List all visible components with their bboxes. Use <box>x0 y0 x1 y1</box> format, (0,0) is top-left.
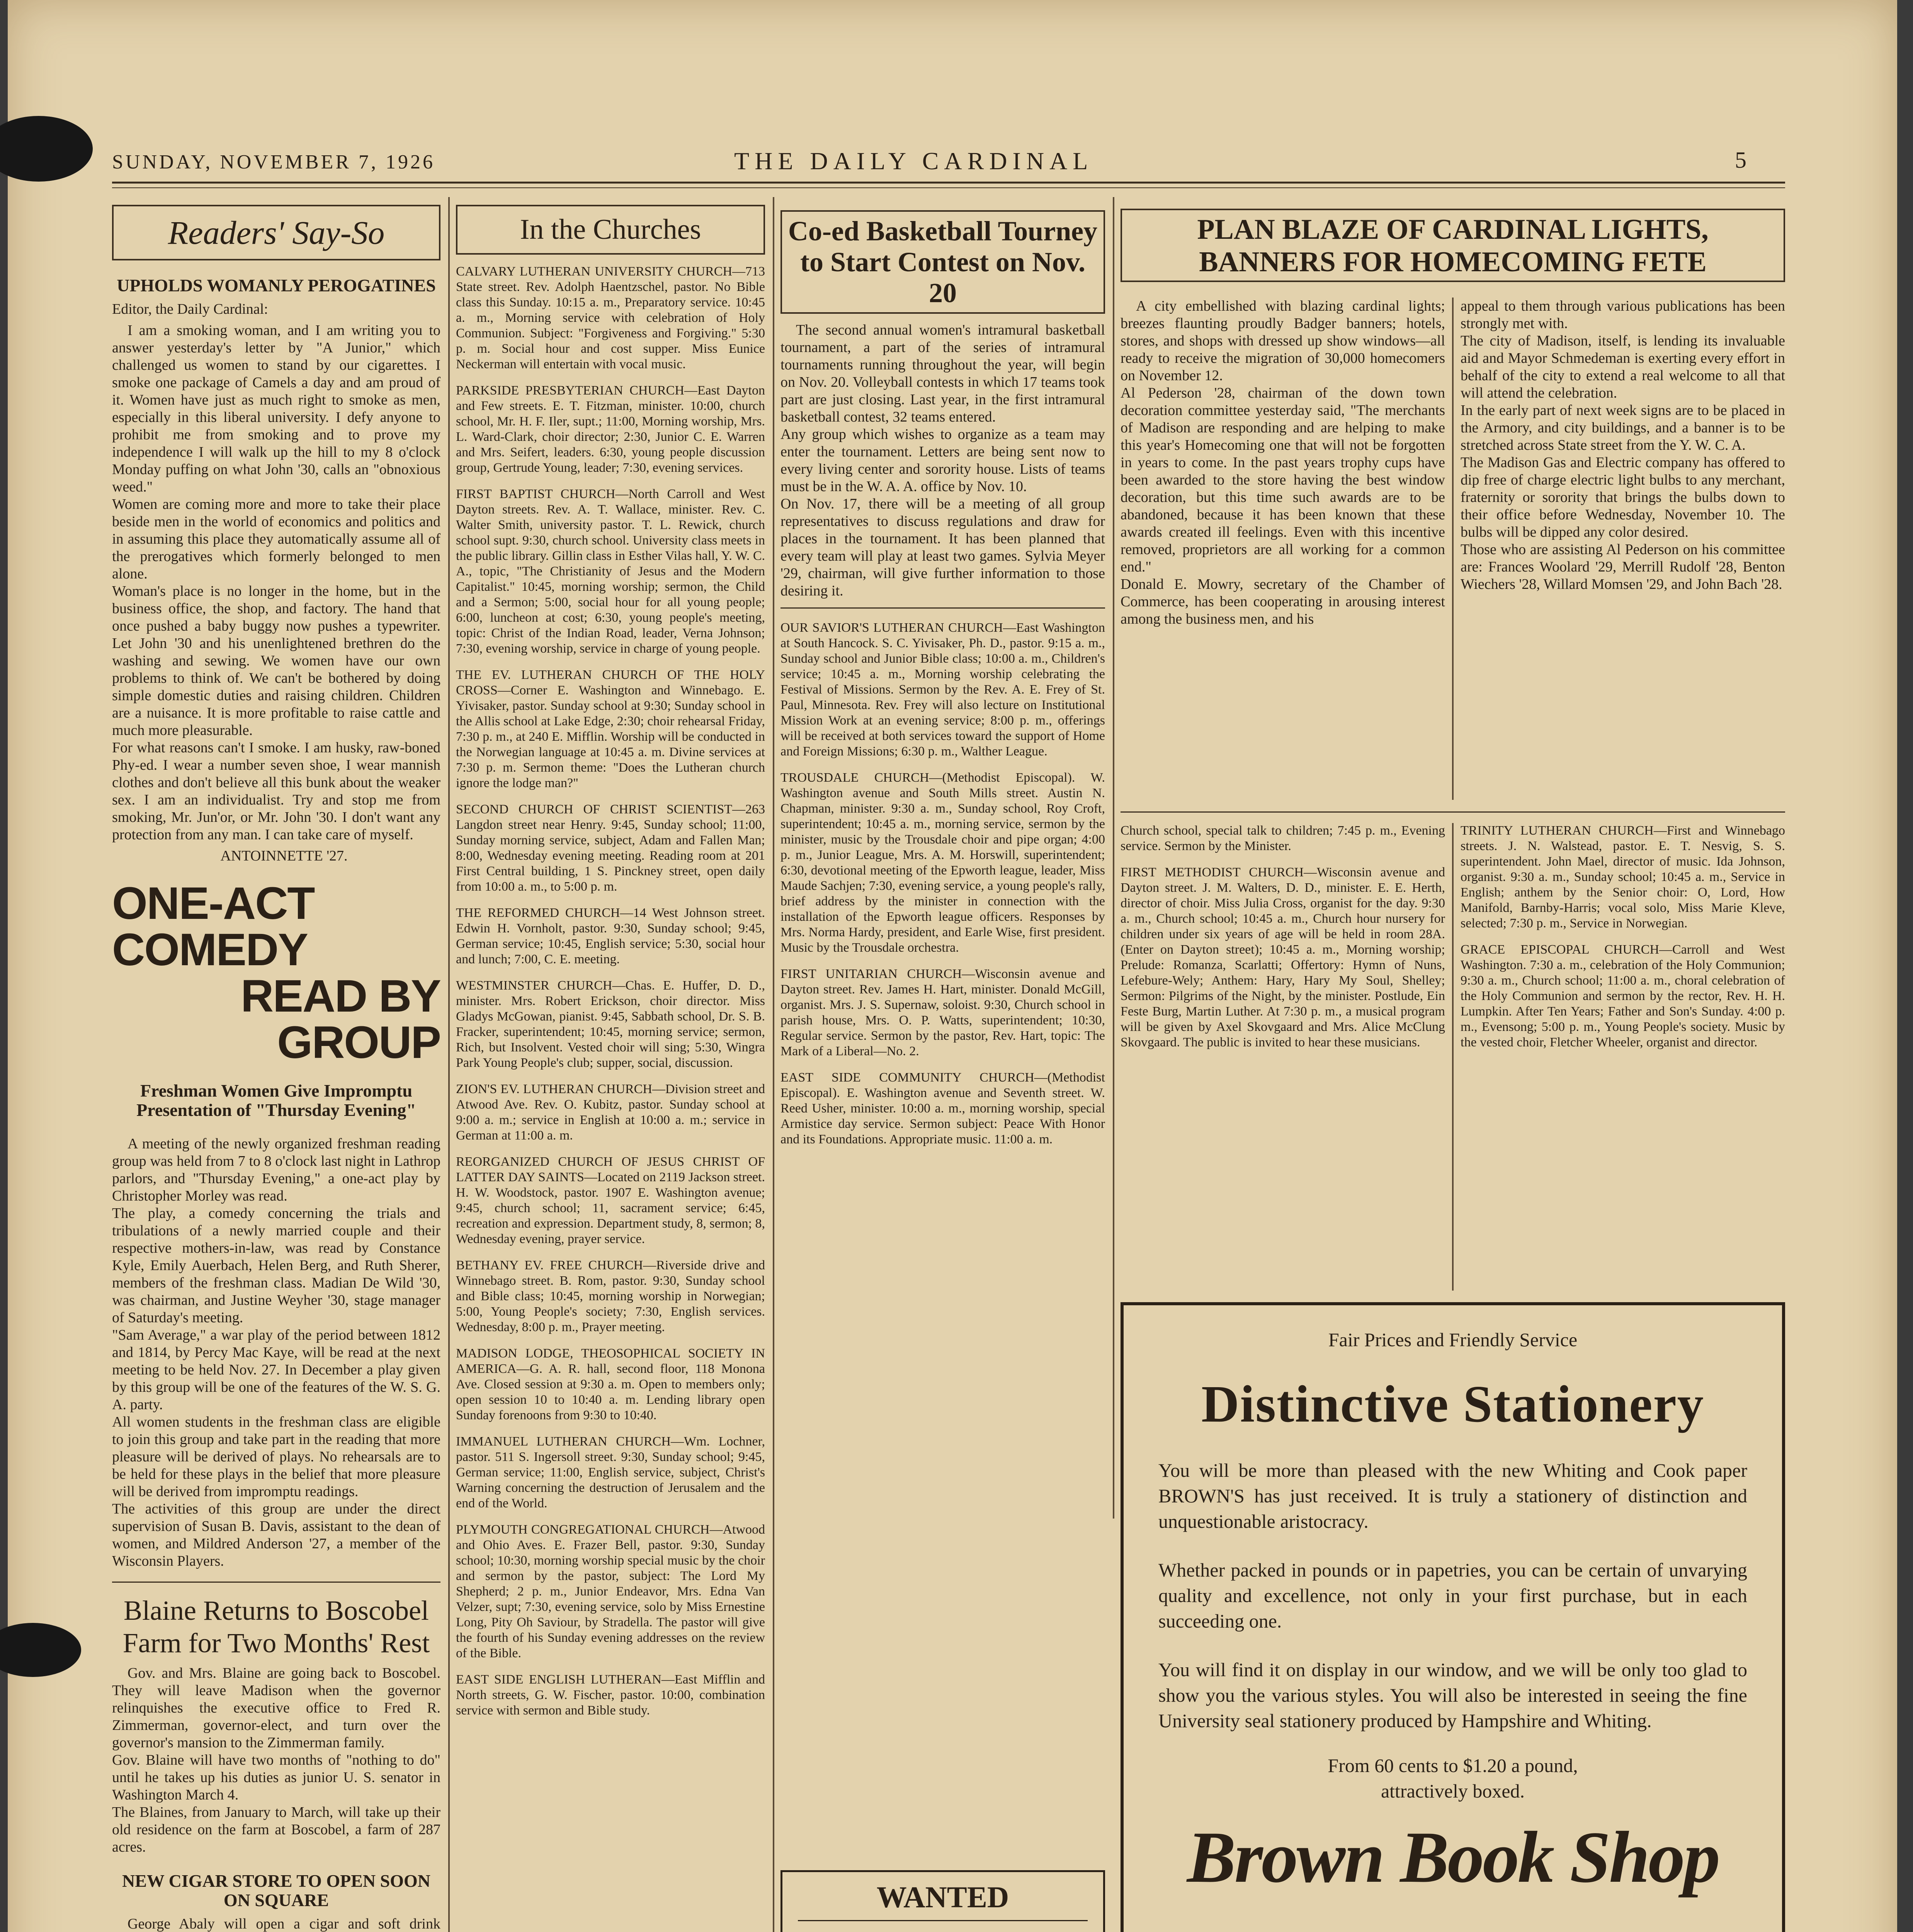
churches-3-right <box>1461 823 1785 1291</box>
binding-clip <box>0 116 93 182</box>
divider <box>1121 811 1785 813</box>
column-rule <box>1113 197 1114 1519</box>
blaze-body-right: appeal to them through various publications has been strongly met with. The city of Madison, itself, is lending its invaluable aid and Mayor Schmedeman is exerting every effort in behalf of the city to extend a real welcome to all that will attend the celebration. In the early part of next week signs are to be placed in the Armory, and city buildings, and a banner is to be stretched across State street from the Y. W. C. A. The Madison Gas and Electric company has offered to dip free of charge electric light bulbs to any merchant, fraternity or sorority that brings the bulbs down to their office before Wednesday, November 10. The bulbs will be dipped any color desired. Those who are assisting Al Pederson on his committee are: Frances Woolard '29, Merrill Rudolf '28, Benton Wiechers '28, Willard Momsen '29, and John Bach '28. <box>1461 298 1785 592</box>
church-listing: TRINITY LUTHERAN CHURCH—First and Winnebago streets. J. N. Walstead, pastor. E. T. Nesvig, S. S. superintendent. John Mael, director of music. Ida Johnson, organist. 9:30 a. m., Sunday school; 10:45 a. m., Service in English; anthem by the Senior choir: O, Lord, How Manifold, Barnby-Harris; vocal solo, Miss Marie Kleve, selected; 7:30 p. m., Service in Norwegian. <box>1461 823 1785 930</box>
brown-paragraph-1: You will be more than pleased with the new Whiting and Cook paper BROWN'S has just received. It is truly a stationery of distinction and unquestionable aristocracy. <box>1158 1459 1747 1532</box>
column-rule <box>1452 823 1454 1291</box>
basketball-body: The second annual women's intramural basketball tournament, a part of the series of intramural tournaments running throughout the year, will begin on Nov. 20. Volleyball contests in which 17 teams took part are just closing. Last year, in the first intramural basketball contest, 32 teams entered. Any group which wishes to organize as a team may enter the tournament. Letters are being sent now to every living center and sorority house. Lists of teams must be in the W. A. A. office by Nov. 10. On Nov. 17, there will be a meeting of all group representatives to discuss regulations and draw for places in the tournament. It has been planned that every team will play at least two games. Sylvia Meyer '29, chairman, will give further information to those desiring it. <box>781 322 1105 599</box>
church-listing: FIRST METHODIST CHURCH—Wisconsin avenue and Dayton street. J. M. Walters, D. D., minister. E. E. Herth, director of choir. Miss Julia Cross, organist for the day. 9:30 a. m., Church school; 10:45 a. m., Church hour nursery for children under six years of age will be held in room 28A. (Enter on Dayton street); 10:45 a. m., Morning worship; Prelude: Romanza, Scarlatti; Offertory: Hymn of Nuns, Lefebure-Wely; Anthem: Hary, Hary My Soul, Shelley; Sermon: Pilgrims of the Night, by the minister. Postlude, Ein Feste Burg, Martin Luther. At 7:30 p. m., a musical program will be given by Axel Skovgaard and Mrs. Alice McClung Skovgaard. The public is invited to hear these musicians. <box>1121 865 1445 1049</box>
brown-price: From 60 cents to $1.20 a pound, attractively boxed. <box>1328 1755 1578 1802</box>
column-3 <box>781 205 1105 1847</box>
letter-headline: UPHOLDS WOMANLY PEROGATINES <box>117 276 436 295</box>
masthead-title: THE DAILY CARDINAL <box>734 147 1093 175</box>
cigar-body: George Abaly will open a cigar and soft drink <box>128 1916 440 1932</box>
brown-book-shop-ad <box>1121 1302 1785 1932</box>
binding-clip <box>0 1623 81 1677</box>
comedy-subhead: Freshman Women Give Impromptu Presentation of "Thursday Evening" <box>136 1081 416 1120</box>
church-listing: EAST SIDE COMMUNITY CHURCH—(Methodist Episcopal). E. Washington avenue and Seventh street. W. Reed Usher, minister. 10:00 a. m., morning worship, special Armistice day service. Sermon subject: Peace With Honor and its Foundations. Appropriate music. 11:00 a. m. <box>781 1070 1105 1146</box>
church-listing: MADISON LODGE, THEOSOPHICAL SOCIETY IN AMERICA—G. A. R. hall, second floor, 118 Monona Ave. Closed session at 9:30 a. m. Open to members only; open session 10 to 10:40 a. m. Lending library open Sunday forenoons from 9:30 to 10:40. <box>456 1346 765 1422</box>
church-listing: EAST SIDE ENGLISH LUTHERAN—East Mifflin and North streets, G. W. Fischer, pastor. 10:00, combination service with sermon and Bible study. <box>456 1672 765 1718</box>
comedy-headline-2: READ BY GROUP <box>240 971 440 1068</box>
church-listing: BETHANY EV. FREE CHURCH—Riverside drive and Winnebago street. B. Rom, pastor. 9:30, Sunday school and Bible class; 10:45, morning worship in Norwegian; 5:00, Young People's society; 7:30, English services. Wednesday, 8:00 p. m., Prayer meeting. <box>456 1258 765 1334</box>
newspaper-page <box>8 0 1897 1932</box>
comedy-body: A meeting of the newly organized freshman reading group was held from 7 to 8 o'clock last night in Lathrop parlors, and "Thursday Evening," a one-act play by Christopher Morley was read. The play, a comedy concerning the trials and tribulations of a newly married couple and their respective mothers-in-law, was read by Constance Kyle, Emily Auerbach, Helen Berg, and Ruth Sherer, members of the freshman class. Madian De Wild '30, was chairman, and Justine Weyher '30, stage manager of Saturday's meeting. "Sam Average," a war play of the period between 1812 and 1814, by Percy Mac Kaye, will be read at the next meeting to be held Nov. 27. In December a play given by this group will be one of the features of the W. S. G. A. party. All women students in the freshman class are eligible to join this group and take part in the reading that more pleasure will be derived of plays. No rehearsals are to be held for these plays in the belief that more pleasure will be derived from impromptu readings. The activities of this group are under the direct supervision of Susan B. Davis, assistant to the dean of women, and Mildred Anderson '27, a member of the Wisconsin Players. <box>112 1136 440 1569</box>
church-listing: GRACE EPISCOPAL CHURCH—Carroll and West Washington. 7:30 a. m., celebration of the Holy Communion; 9:30 a. m., Church school; 11:00 a. m., choral celebration of the Holy Communion and sermon by the rector, Rev. H. H. Lumpkin. After Ten Years; Father and Son's Sunday. 4:00 p. m., Evensong; 5:00 p. m., Young People's society. Music by the vested choir, Fletcher Wheeler, organist and director. <box>1461 942 1785 1049</box>
cigar-headline: NEW CIGAR STORE TO OPEN SOON ON SQUARE <box>122 1871 430 1910</box>
church-listing: SECOND CHURCH OF CHRIST SCIENTIST—263 Langdon street near Henry. 9:45, Sunday school; 11:00, Sunday morning service, subject, Adam and Fallen Man; 8:00, Wednesday evening meeting. Reading room at 201 First Central building, 1 S. Pinckney street, open daily from 10:00 a. m., to 5:00 p. m. <box>456 802 765 894</box>
comedy-headline-1: ONE-ACT COMEDY <box>112 878 315 975</box>
church-listing: IMMANUEL LUTHERAN CHURCH—Wm. Lochner, pastor. 511 S. Ingersoll street. 9:30, Sunday school; 9:45, German service; 11:00, English service, subject, Christ's Warning concerning the destruction of Jerusalem and the end of the World. <box>456 1434 765 1510</box>
church-listing: Church school, special talk to children; 7:45 p. m., Evening service. Sermon by the Minister. <box>1121 823 1445 853</box>
blaze-right-column <box>1461 298 1785 800</box>
blaze-left-column <box>1121 298 1445 800</box>
column-1 <box>112 205 440 1932</box>
church-listing: CALVARY LUTHERAN UNIVERSITY CHURCH—713 State street. Rev. Adolph Haentzschel, pastor. No Bible class this Sunday. 10:15 a. m., Preparatory service. 10:45 a. m., Morning service with celebration of Holy Communion. Subject: "Forgiveness and Forgiving." 5:30 p. m. Social hour and cost supper. Miss Eunice Neckerman will entertain with vocal music. <box>456 264 765 371</box>
brown-logo: Brown Book Shop <box>1187 1817 1719 1898</box>
letter-signature: ANTOINNETTE '27. <box>220 848 348 864</box>
blaine-headline: Blaine Returns to Boscobel Farm for Two Months' Rest <box>122 1595 430 1658</box>
column-rule <box>1452 298 1454 800</box>
brown-title: Distinctive Stationery <box>1201 1375 1704 1433</box>
letter-body: I am a smoking woman, and I am writing you to answer yesterday's letter by "A Junior," which challenged us women to stand by our cigarettes. I smoke one package of Camels a day and am proud of it. Women have just as much right to smoke as men, especially in this liberal university. I defy anyone to prohibit me from smoking and to prove my independence I will walk up the hill to my 8 o'clock Monday puffing on what John '30, calls an "obnoxious weed." Women are coming more and more to take their place beside men in the world of economics and politics and in assuming this place they automatically assume all of the prerogatives which formerly belonged to men alone. Woman's place is no longer in the home, but in the business office, the shop, and factory. The hand that once pushed a baby buggy now pushes a typewriter. Let John '30 and his unenlightened brethren do the washing and sewing. We women have our own problems to think of. We can't be bothered by doing simple domestic duties and raising children. Children are a nuisance. It is more profitable to raise cattle and much more pleasurable. For what reasons can't I smoke. I am husky, raw-boned Phy-ed. I wear a number seven shoe, I wear mannish clothes and don't believe all this bunk about the weaker sex. I am an individualist. Try and stop me from smoking, Mr. Jun'or, or Mr. John '30. I don't want any protection from any man. I can take care of myself. <box>112 322 440 843</box>
brown-tagline: Fair Prices and Friendly Service <box>1328 1329 1578 1350</box>
divider <box>112 1582 440 1583</box>
masthead-rule <box>112 182 1785 184</box>
masthead-rule <box>112 187 1785 188</box>
church-listing: THE REFORMED CHURCH—14 West Johnson street. Edwin H. Vornholt, pastor. 9:30, Sunday school; 9:45, German service; 10:45, English service; 5:30, social hour and lunch; 7:00, C. E. meeting. <box>456 906 765 966</box>
church-listing: FIRST BAPTIST CHURCH—North Carroll and West Dayton streets. Rev. A. T. Wallace, minister. Rev. C. Walter Smith, university pastor. T. L. Rewick, church school supt. 9:30, church school. University class meets in the public library. Gillin class in Esther Vilas hall, Y. W. C. A., topic, "The Christianity of Jesus and the Modern Capitalist." 10:45, morning worship; sermon, the Child and a Sermon; 5:00, social hour for all young people; 6:00, luncheon at cost; 6:30, young people's meeting, topic: Christ of the Indian Road, leader, Verna Johnson; 7:30, evening worship, service in charge of young people. <box>456 487 765 656</box>
church-listing: PARKSIDE PRESBYTERIAN CHURCH—East Dayton and Few streets. E. T. Fitzman, minister. 10:00, church school, Mr. H. F. Iler, supt.; 11:00, Morning worship, Mrs. L. Ward-Clark, choir director; 2:30, Junior C. E. Warren and Mrs. Seifert, leaders. 6:30, young people discussion group, Gertrude Young, leader; 7:30, evening services. <box>456 383 765 475</box>
churches-3-left <box>1121 823 1445 1291</box>
church-listing: FIRST UNITARIAN CHURCH—Wisconsin avenue and Dayton street. Rev. James H. Hart, minister. Donald McGill, organist. Mrs. J. S. Supernaw, soloist. 9:30, Church school in parish house, Mrs. O. P. Watts, superintendent; 10:30, Regular service. Sermon by the pastor, Rev. Hart, topic: The Mark of a Liberal—No. 2. <box>781 967 1105 1058</box>
church-listing: ZION'S EV. LUTHERAN CHURCH—Division street and Atwood Ave. Rev. O. Kubitz, pastor. Sunday school at 9:00 a. m.; service in English at 10:00 a. m.; service in German at 11:00 a. m. <box>456 1082 765 1143</box>
church-listing: THE EV. LUTHERAN CHURCH OF THE HOLY CROSS—Corner E. Washington and Winnebago. E. Yivisaker, pastor. Sunday school at 9:30; Sunday school in the Allis school at Lake Edge, 2:30; choir rehearsal Friday, 7:30 p. m., at 240 E. Mifflin. Worship will be conducted in the Norwegian language at 10:45 a. m. Divine services at 7:30 p. m. Sermon theme: "Does the Lutheran church ignore the lodge man?" <box>456 668 765 790</box>
church-listing: PLYMOUTH CONGREGATIONAL CHURCH—Atwood and Ohio Aves. E. Frazer Bell, pastor. 9:30, Sunday school; 10:30, morning worship special music by the choir and sermon by the pastor, subject: The Lord My Shepherd; 2 p. m., Junior Endeavor, Mrs. Edna Van Velzer, supt; 7:30, evening service, solo by Miss Ernestine Long, Pity Oh Saviour, by Stradella. The pastor will give the fourth of his Sunday evening addresses on the review of the Bible. <box>456 1522 765 1660</box>
blaine-body: Gov. and Mrs. Blaine are going back to Boscobel. They will leave Madison when the governor relinquishes the executive office to Fred R. Zimmerman, governor-elect, and turn over the governor's mansion to the Zimmerman family. Gov. Blaine will have two months of "nothing to do" until he takes up his duties as junior U. S. senator in Washington March 4. The Blaines, from January to March, will take up their old residence on the farm at Boscobel, a farm of 287 acres. <box>112 1665 440 1855</box>
column-rule <box>448 197 450 1932</box>
church-listing: OUR SAVIOR'S LUTHERAN CHURCH—East Washington at South Hancock. S. C. Yivisaker, Ph. D., pastor. 9:15 a. m., Sunday school and Junior Bible class; 10:00 a. m., Children's service; 10:45 a. m., Morning worship celebrating the Festival of Missions. Sermon by the Rev. A. E. Frey of St. Paul, Minnesota. Rev. Frey will also lecture on Institutional Mission Work at an evening service; 8:00 p. m., offerings will be received at both services toward the support of Home and Foreign Missions; 6:30 p. m., Walther League. <box>781 621 1105 759</box>
blaze-headline-box <box>1121 209 1785 282</box>
wanted-ad <box>781 1870 1105 1932</box>
column-rule <box>773 197 774 1932</box>
church-listings <box>456 264 765 1718</box>
letter-salutation: Editor, the Daily Cardinal: <box>112 301 268 317</box>
brown-paragraph-2: Whether packed in pounds or in papetries, you can be certain of unvarying quality and excellence, not only in your first purchase, but in each succeeding one. <box>1158 1559 1747 1632</box>
church-listing: TROUSDALE CHURCH—(Methodist Episcopal). W. Washington avenue and South Mills street. Austin N. Chapman, minister. 9:30 a. m., Sunday school, Roy Croft, superintendent; 10:45 a. m., morning service, sermon by the minister, music by the Trousdale choir and pipe organ; 4:00 p. m., Junior League, Mrs. A. M. Horswill, superintendent; 6:30, devotional meeting of the Epworth league, leader, Miss Maude Sachjen; 7:30, evening service, a young people's rally, brief address by the minister in connection with the installation of the Epworth league officers. Responses by Mrs. Norma Hardy, president, and Earle Wise, first president. Music by the Trousdale orchestra. <box>781 770 1105 955</box>
masthead-date: SUNDAY, NOVEMBER 7, 1926 <box>112 151 435 173</box>
divider <box>781 607 1105 609</box>
wanted-title: WANTED <box>798 1880 1088 1921</box>
readers-say-so-box: Readers' Say-So <box>112 205 440 260</box>
basketball-headline: Co-ed Basketball Tourney to Start Contest on Nov. 20 <box>781 210 1105 314</box>
churches-box: In the Churches <box>456 205 765 255</box>
blaze-body-left: A city embellished with blazing cardinal lights; breezes flaunting proudly Badger banners; hotels, stores, and shops with dressed up show windows—all ready to receive the migration of 30,000 homecomers on November 12. Al Pederson '28, chairman of the down town decoration committee yesterday said, "The merchants of Madison are responding and are helping to make this year's Homecoming one that will not be forgotten in years to come. In the past years trophy cups have been awarded to the store having the best window decoration, but this time such awards are to be abandoned, because it has been known that these awards created ill feelings. Even with this incentive removed, proprietors are all working for a common end." Donald E. Mowry, secretary of the Chamber of Commerce, has been cooperating in arousing interest among the business men, and his <box>1121 298 1445 627</box>
brown-paragraph-3: You will find it on display in our window, and we will be only too glad to show you the various styles. You will also be interested in seeing the fine University seal stationery produced by Hampshire and Whiting. <box>1158 1659 1747 1731</box>
blaze-headline: PLAN BLAZE OF CARDINAL LIGHTS, BANNERS FOR HOMECOMING FETE <box>1197 214 1709 278</box>
page-number: 5 <box>1735 147 1749 173</box>
church-listing: REORGANIZED CHURCH OF JESUS CHRIST OF LATTER DAY SAINTS—Located on 2119 Jackson street. H. W. Woodstock, pastor. 1907 E. Washington avenue; 9:45, church school; 11, sacrament service; 6:45, recreation and expression. Department study, 8, sermon; 8, Wednesday evening, prayer service. <box>456 1155 765 1246</box>
column-2 <box>456 205 765 1932</box>
church-listing: WESTMINSTER CHURCH—Chas. E. Huffer, D. D., minister. Mrs. Robert Erickson, choir director. Miss Gladys McGowan, pianist. 9:45, Sabbath school, Dr. S. B. Fracker, superintendent; 10:45, morning service; sermon, Rich, but Insolvent. Vested choir will sing; 5:30, Wingra Park Young People's club; supper, social, discussion. <box>456 978 765 1070</box>
